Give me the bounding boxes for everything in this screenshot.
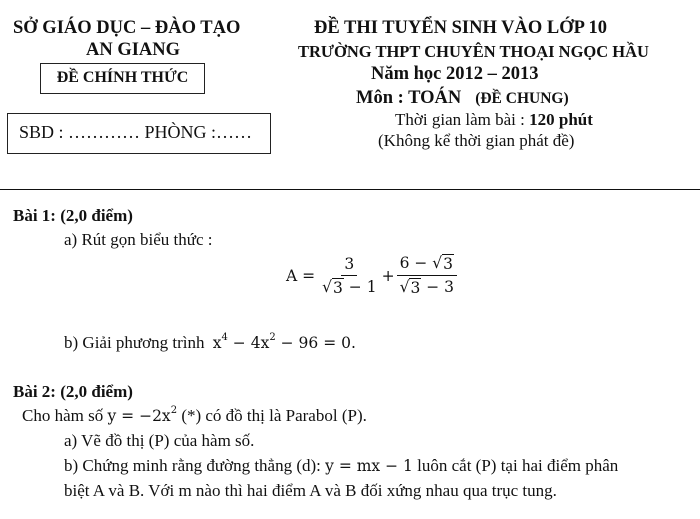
school-name: TRƯỜNG THPT CHUYÊN THOẠI NGỌC HẦU [298,42,649,61]
fraction-1-numerator: 3 [341,255,357,276]
official-exam-label: ĐỀ CHÍNH THỨC [56,69,189,86]
sqrt-icon: √ 3 [432,254,454,273]
plus-sign: + [381,266,395,285]
time-line [395,110,593,130]
problem-2-title: Bài 2: (2,0 điểm) [13,382,133,401]
fraction-1-denominator: √ 3 − 1 [322,277,377,297]
line-equation: y = mx − 1 [325,457,413,475]
parabola-equation: $y = -2x^2$ [107,404,178,425]
subject-note: (ĐỀ CHUNG) [475,90,569,107]
sqrt-icon: √ 3 [399,278,421,297]
subject-line [356,88,569,109]
problem-1b-label: b) Giải phương trình [64,333,209,352]
problem-2-intro: Cho hàm số $y = -2x^2$ (*) có đồ thị là Parabol (P). [22,404,367,425]
exam-title: ĐỀ THI TUYỂN SINH VÀO LỚP 10 [314,18,607,38]
problem-1b-equation: $x^4 - 4x^2 - 96 = 0$. [212,331,356,352]
problem-2b-line1: b) Chứng minh rằng đường thẳng (d): y = mx − 1 luôn cắt (P) tại hai điểm phân [64,456,619,475]
time-label: Thời gian làm bài : [395,110,530,129]
official-exam-box [40,63,205,94]
problem-2b-line2: biệt A và B. Với m nào thì hai điểm A và B đối xứng nhau qua trục tung. [64,481,557,500]
time-note: (Không kể thời gian phát đề) [378,131,575,150]
sqrt-icon: √ 3 [322,277,343,297]
problem-1-title: Bài 1: (2,0 điểm) [13,206,133,225]
problem-1b [64,333,356,353]
time-value: 120 phút [529,110,593,129]
fraction-2 [397,254,457,297]
fraction-2-denominator: √ 3 − 3 [399,278,455,297]
fraction-2-numerator: 6 − √ 3 [397,254,457,276]
problem-2a: a) Vẽ đồ thị (P) của hàm số. [64,431,255,450]
formula-lhs: A = [286,266,316,285]
subject: Môn : TOÁN [356,88,462,108]
province-name: AN GIANG [86,40,181,60]
problem-1a-label: a) Rút gọn biểu thức : [64,230,213,249]
fraction-1 [319,255,379,297]
school-year: Năm học 2012 – 2013 [371,64,539,84]
header-divider [0,189,700,190]
candidate-number-box [7,113,271,154]
formula-A [286,254,457,297]
sbd-room-label: SBD : ………… PHÒNG :…… [19,122,253,142]
department-name: SỞ GIÁO DỤC – ĐÀO TẠO [13,18,241,38]
